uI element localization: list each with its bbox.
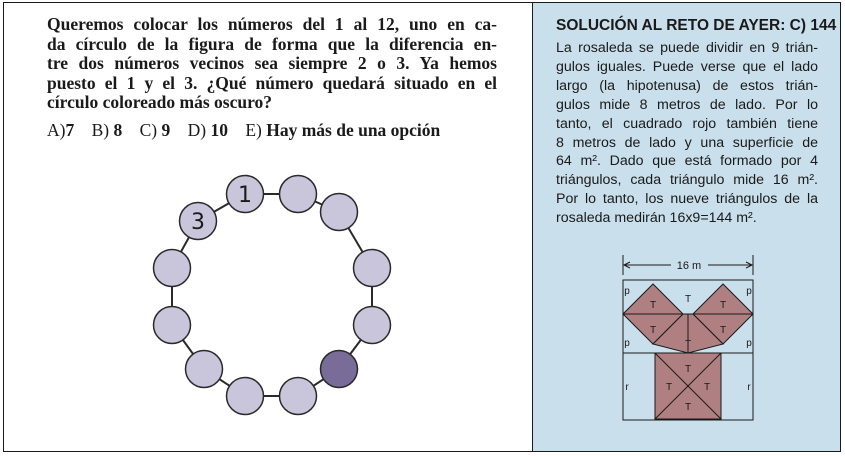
puzzle-line: da círculo de la figura de forma que la diferencia en- [47,33,497,54]
solution-line: triángulos, cada triángulo mide 16 m². [556,172,818,189]
ring-circle [354,307,391,344]
ring-circle [280,378,317,415]
puzzle-panel [4,3,532,451]
solution-text [556,39,818,228]
ring-circle [154,307,191,344]
option-e: E) Hay más de una opción [245,120,441,140]
option-a: A)7 [47,120,75,140]
solution-line: gulos iguales. Puede verse que el lado [556,58,818,75]
puzzle-line: Queremos colocar los números del 1 al 12, uno en ca- [47,14,497,34]
ring-circle [154,250,191,287]
ring-circle [280,176,317,213]
circle-number-label: 1 [238,183,252,208]
label-p: p [624,338,630,349]
page-frame [3,2,841,452]
solution-line: 64 m². Dado que está formado por 4 [556,153,818,170]
solution-line: Por lo tanto, los nueve triángulos de la [556,191,818,208]
label-p: p [746,338,752,349]
solution-line: La rosaleda se puede dividir en 9 trián- [556,40,818,56]
label-t: T [719,300,727,311]
solution-panel [532,3,840,451]
label-t: T [684,294,692,305]
label-t: T [665,382,673,393]
label-t: T [649,300,657,311]
option-d: D) 10 [187,120,228,140]
dimension-label: 16 m [676,260,702,272]
label-r: r [625,382,629,393]
circle-ring-figure [4,3,532,451]
ring-circle [186,351,223,388]
solution-title: SOLUCIÓN AL RETO DE AYER: C) 144 [556,17,837,34]
rose-garden-diagram [613,253,765,423]
puzzle-line: puesto el 1 y el 3. ¿Qué número quedará situado en el [47,72,497,93]
option-c: C) 9 [139,120,171,140]
solution-line: rosaleda medirán 16x9=144 m². [556,210,757,227]
label-r: r [747,382,751,393]
ring-circle [354,250,391,287]
label-t: T [684,339,692,350]
puzzle-line: círculo coloreado más oscuro? [47,92,273,113]
ring-circle [321,194,358,231]
circle-number-label: 3 [191,210,205,235]
solution-line: gulos mide 8 metros de lado. Por lo [556,96,818,113]
puzzle-line: tre dos números vecinos sea siempre 2 o 3. Ya hemos [47,53,497,74]
option-b: B) 8 [91,120,123,140]
label-t: T [684,364,692,375]
label-p: p [624,286,630,297]
ring-circle [227,378,264,415]
label-t: T [703,382,711,393]
target-circle-dark [321,351,358,388]
label-p: p [746,286,752,297]
label-t: T [719,325,727,336]
label-t: T [684,402,692,413]
solution-line: largo (la hipotenusa) de estos trián- [556,77,818,94]
solution-line: tanto, el cuadrado rojo también tiene [556,115,818,132]
label-t: T [649,325,657,336]
solution-line: 8 metros de lado y una superficie de [556,134,818,151]
